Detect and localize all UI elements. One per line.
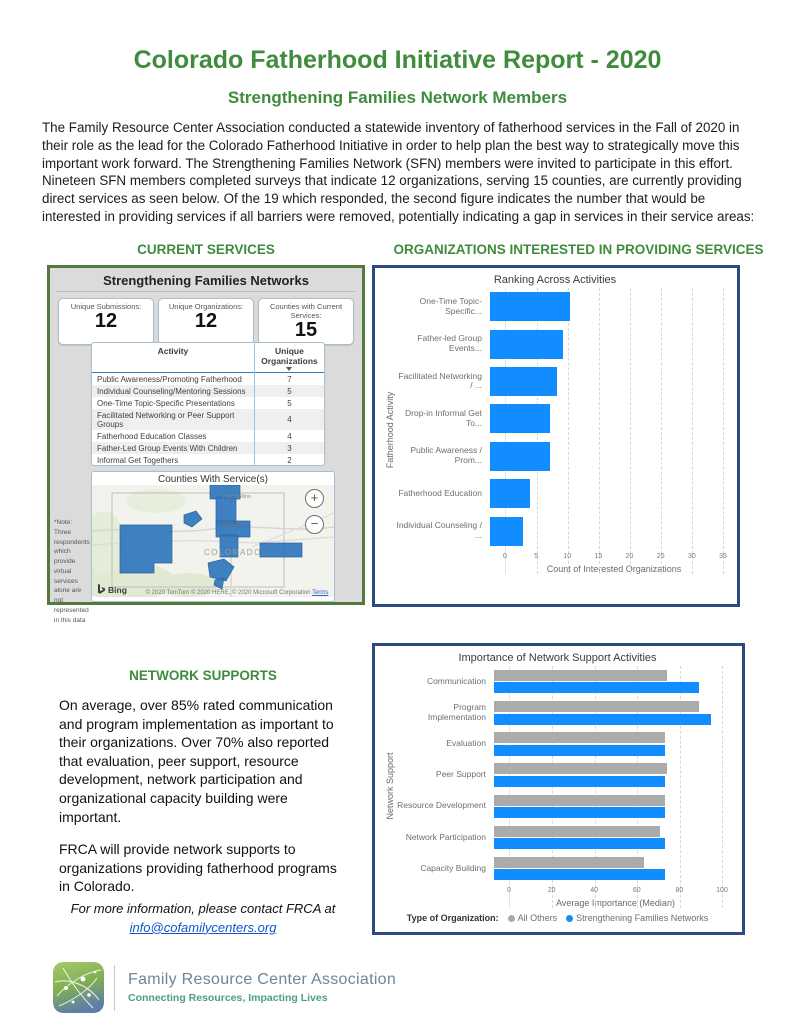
stat-label: Counties with Current Services: xyxy=(269,302,343,320)
stat-card-unique-submissions xyxy=(58,298,154,345)
x-axis-label: Average Importance (Median) xyxy=(556,898,675,909)
page-subtitle: Strengthening Families Network Members xyxy=(227,88,568,107)
bar-all-others xyxy=(494,670,667,681)
x-tick: 35 xyxy=(719,552,727,560)
activity-table xyxy=(92,343,324,466)
x-tick: 10 xyxy=(563,552,572,560)
bar-row xyxy=(394,475,731,512)
bar-all-others xyxy=(494,763,667,774)
stat-value: 12 xyxy=(94,310,118,332)
category-label: Father-led Group Events... xyxy=(417,333,482,354)
x-tick: 0 xyxy=(503,552,507,560)
bar-track xyxy=(490,517,723,546)
table-row xyxy=(92,409,324,430)
bar-strengthening-families-networks xyxy=(494,714,711,725)
y-axis-label: Fatherhood Activity xyxy=(385,391,395,469)
bar-rows xyxy=(394,288,731,550)
intro-paragraph: The Family Resource Center Association conducted a statewide inventory of fatherhood services in the Fall of 2020 in their role as the lead for the Colorado Fatherhood Initiative in order to help plan the best way to strategically move this important work forward. The Strengthening Families Network (SFN) members were invited to participate in this effort. Nineteen SFN members completed surveys that indicate 12 organizations, serving 15 counties, are currently providing direct services as seen below. Of the 19 which responded, the second figure indicates the number that would be interested in providing services if all barriers were removed, potentially indicating a gap in services in their service areas: xyxy=(42,120,755,225)
bar xyxy=(490,442,550,471)
contact-line: For more information, please contact FRCA at xyxy=(70,901,336,916)
legend-name: All Others xyxy=(517,913,558,924)
activity-cell: One-Time Topic-Specific Presentations xyxy=(97,398,235,408)
ranking-chart-box xyxy=(372,265,740,607)
map-terms-link[interactable]: Terms xyxy=(312,590,329,596)
x-tick: 60 xyxy=(632,887,641,895)
bar-track xyxy=(490,330,723,359)
map-area[interactable] xyxy=(92,485,334,597)
network-supports-text xyxy=(59,696,351,896)
column-header-label: Unique Organizations xyxy=(261,346,318,366)
footer-divider xyxy=(114,965,115,1011)
frca-logo xyxy=(53,962,104,1013)
y-axis-label: Network Support xyxy=(385,752,395,820)
stat-card-unique-organizations xyxy=(158,298,254,345)
bar xyxy=(490,292,570,321)
network-supports-paragraph-2: FRCA will provide network supports to organizations providing fatherhood programs in Colorado. xyxy=(59,841,337,895)
bar-row xyxy=(394,853,736,884)
bar-row xyxy=(394,400,731,437)
page-title: Colorado Fatherhood Initiative Report - 2020 xyxy=(133,46,662,74)
map-attribution-text: © 2020 TomTom © 2020 HERE, © 2020 Microsoft Corporation xyxy=(145,590,311,596)
bar xyxy=(490,330,563,359)
heading-organizations-interested: ORGANIZATIONS INTERESTED IN PROVIDING SERVICES xyxy=(393,242,764,257)
bar-all-others xyxy=(494,795,665,806)
bar-all-others xyxy=(494,857,644,868)
category-label: Peer Support xyxy=(435,769,486,780)
stats-row xyxy=(50,292,362,345)
bar-row xyxy=(394,512,731,549)
bar-track xyxy=(494,763,722,788)
activity-cell: Father-Led Group Events With Children xyxy=(97,443,238,453)
map-state-label: COLORADO xyxy=(204,548,262,557)
category-label: Capacity Building xyxy=(420,862,486,873)
activity-table-body xyxy=(92,373,324,467)
count-cell: 5 xyxy=(254,385,324,397)
x-axis-ticks xyxy=(507,887,728,898)
bar-strengthening-families-networks xyxy=(494,682,699,693)
map-title: Counties With Service(s) xyxy=(157,474,269,485)
map-zoom-out-button[interactable]: − xyxy=(305,515,324,534)
frca-logo-icon xyxy=(53,962,104,1013)
bar-track xyxy=(494,731,722,756)
x-tick: 80 xyxy=(675,887,684,895)
bar-all-others xyxy=(494,826,660,837)
stat-label: Unique Submissions: xyxy=(70,302,142,311)
bar-track xyxy=(490,292,723,321)
category-label: One-Time Topic-Specific... xyxy=(419,295,482,316)
activity-table-card xyxy=(91,342,325,466)
chart-legend xyxy=(379,913,736,923)
category-label: Individual Counseling / ... xyxy=(396,520,482,541)
bar-row xyxy=(394,822,736,853)
stat-value: 15 xyxy=(294,319,318,341)
bar-rows xyxy=(394,666,736,884)
x-tick: 20 xyxy=(547,887,556,895)
bar-row xyxy=(394,438,731,475)
x-axis-label: Count of Interested Organizations xyxy=(546,563,682,574)
count-cell: 4 xyxy=(254,430,324,442)
legend-title: Type of Organization: xyxy=(406,913,499,924)
virtual-services-note: *Note: Three respondents which provide virtual services alone are not represented in this data xyxy=(54,519,90,624)
ranking-across-activities-chart xyxy=(375,268,737,604)
bar-track xyxy=(494,669,722,694)
count-cell: 5 xyxy=(254,397,324,409)
count-cell: 2 xyxy=(254,454,324,466)
x-tick: 15 xyxy=(594,552,603,560)
activity-cell: Fatherhood Education Classes xyxy=(97,431,207,441)
bar-row xyxy=(394,363,731,400)
map-city-label-fort-collins: Fort Collins xyxy=(223,494,251,500)
heading-network-supports: NETWORK SUPPORTS xyxy=(129,668,277,683)
chart-title: Importance of Network Support Activities xyxy=(458,652,657,664)
legend-item xyxy=(566,913,708,923)
x-tick: 100 xyxy=(716,887,728,895)
category-label: Facilitated Networking / ... xyxy=(398,370,482,391)
bar-track xyxy=(494,700,722,725)
bar-row xyxy=(394,728,736,759)
stat-value: 12 xyxy=(194,310,218,332)
x-tick: 40 xyxy=(590,887,599,895)
category-label: Communication xyxy=(426,675,486,686)
map-city-label-denver: Denver xyxy=(220,522,243,529)
bar-row xyxy=(394,666,736,697)
footer-text xyxy=(128,971,396,1004)
bar-track xyxy=(494,794,722,819)
bar-row xyxy=(394,697,736,728)
category-label: Resource Development xyxy=(397,800,486,811)
network-supports-paragraph-1: On average, over 85% rated communication and program implementation as important to their organizations. Over 70% also reported that evaluation, peer support, resource development, network participation and organizational capacity building were important. xyxy=(59,697,334,825)
table-row xyxy=(92,397,324,409)
map-zoom-in-button[interactable]: + xyxy=(305,489,324,508)
dashboard-title: Strengthening Families Networks xyxy=(56,273,356,292)
bing-logo-text: Bing xyxy=(108,584,127,595)
count-cell: 7 xyxy=(254,373,324,386)
column-header-activity[interactable]: Activity xyxy=(157,346,189,356)
x-tick: 5 xyxy=(534,552,539,560)
bar-strengthening-families-networks xyxy=(494,745,665,756)
column-header-unique-organizations[interactable] xyxy=(254,343,324,373)
importance-of-network-support-chart xyxy=(375,646,742,932)
bar xyxy=(490,479,530,508)
category-label: Program Implementation xyxy=(427,702,486,722)
table-row xyxy=(92,385,324,397)
stat-label: Unique Organizations: xyxy=(168,302,244,311)
bar-strengthening-families-networks xyxy=(494,807,665,818)
category-label: Public Awareness / Prom... xyxy=(410,445,482,466)
bar-all-others xyxy=(494,701,699,712)
bar-row xyxy=(394,760,736,791)
bar-strengthening-families-networks xyxy=(494,869,665,880)
bar-all-others xyxy=(494,732,665,743)
legend-dot xyxy=(566,915,573,922)
x-tick: 25 xyxy=(656,552,665,560)
activity-cell: Facilitated Networking or Peer Support Groups xyxy=(97,410,235,429)
category-label: Network Participation xyxy=(405,831,486,842)
x-tick: 30 xyxy=(687,552,696,560)
stat-card-counties xyxy=(258,298,354,345)
count-cell: 3 xyxy=(254,442,324,454)
legend-name: Strengthening Families Networks xyxy=(576,913,709,924)
footer-tagline: Connecting Resources, Impacting Lives xyxy=(128,992,328,1004)
legend-dot xyxy=(508,915,515,922)
bar-track xyxy=(490,479,723,508)
activity-cell: Informal Get Togethers xyxy=(97,455,179,465)
bar xyxy=(490,404,550,433)
bar-strengthening-families-networks xyxy=(494,838,665,849)
bar-track xyxy=(494,825,722,850)
category-label: Evaluation xyxy=(446,738,486,749)
category-label: Drop-in Informal Get To... xyxy=(405,408,482,428)
bar-track xyxy=(490,404,723,433)
contact-block xyxy=(47,900,359,938)
colorado-map xyxy=(92,485,334,597)
table-row xyxy=(92,442,324,454)
x-axis-ticks xyxy=(503,552,727,564)
counties-map-card xyxy=(91,471,335,602)
bar xyxy=(490,367,557,396)
table-row xyxy=(92,430,324,442)
activity-cell: Individual Counseling/Mentoring Sessions xyxy=(97,386,246,396)
count-cell: 4 xyxy=(254,409,324,430)
sfn-dashboard xyxy=(47,265,365,624)
footer-org-name: Family Resource Center Association xyxy=(128,971,397,988)
bar-track xyxy=(490,442,723,471)
map-attribution xyxy=(142,590,332,596)
bar-row xyxy=(394,325,731,362)
table-row xyxy=(92,373,324,386)
x-tick: 20 xyxy=(625,552,634,560)
x-tick: 0 xyxy=(507,887,511,895)
bar-row xyxy=(394,791,736,822)
bing-logo-icon xyxy=(97,584,106,595)
legend-item xyxy=(508,913,558,923)
heading-current-services: CURRENT SERVICES xyxy=(137,242,275,257)
sort-descending-icon xyxy=(286,367,292,371)
category-label: Fatherhood Education xyxy=(398,487,482,498)
footer xyxy=(53,962,396,1013)
bar-track xyxy=(494,856,722,881)
bar-row xyxy=(394,288,731,325)
bar-track xyxy=(490,367,723,396)
bar xyxy=(490,517,523,546)
table-row xyxy=(92,454,324,466)
bar-strengthening-families-networks xyxy=(494,776,665,787)
importance-chart-box xyxy=(372,643,745,935)
contact-email-link[interactable]: info@cofamilycenters.org xyxy=(129,919,277,935)
activity-cell: Public Awareness/Promoting Fatherhood xyxy=(97,374,242,384)
chart-title: Ranking Across Activities xyxy=(493,274,617,286)
